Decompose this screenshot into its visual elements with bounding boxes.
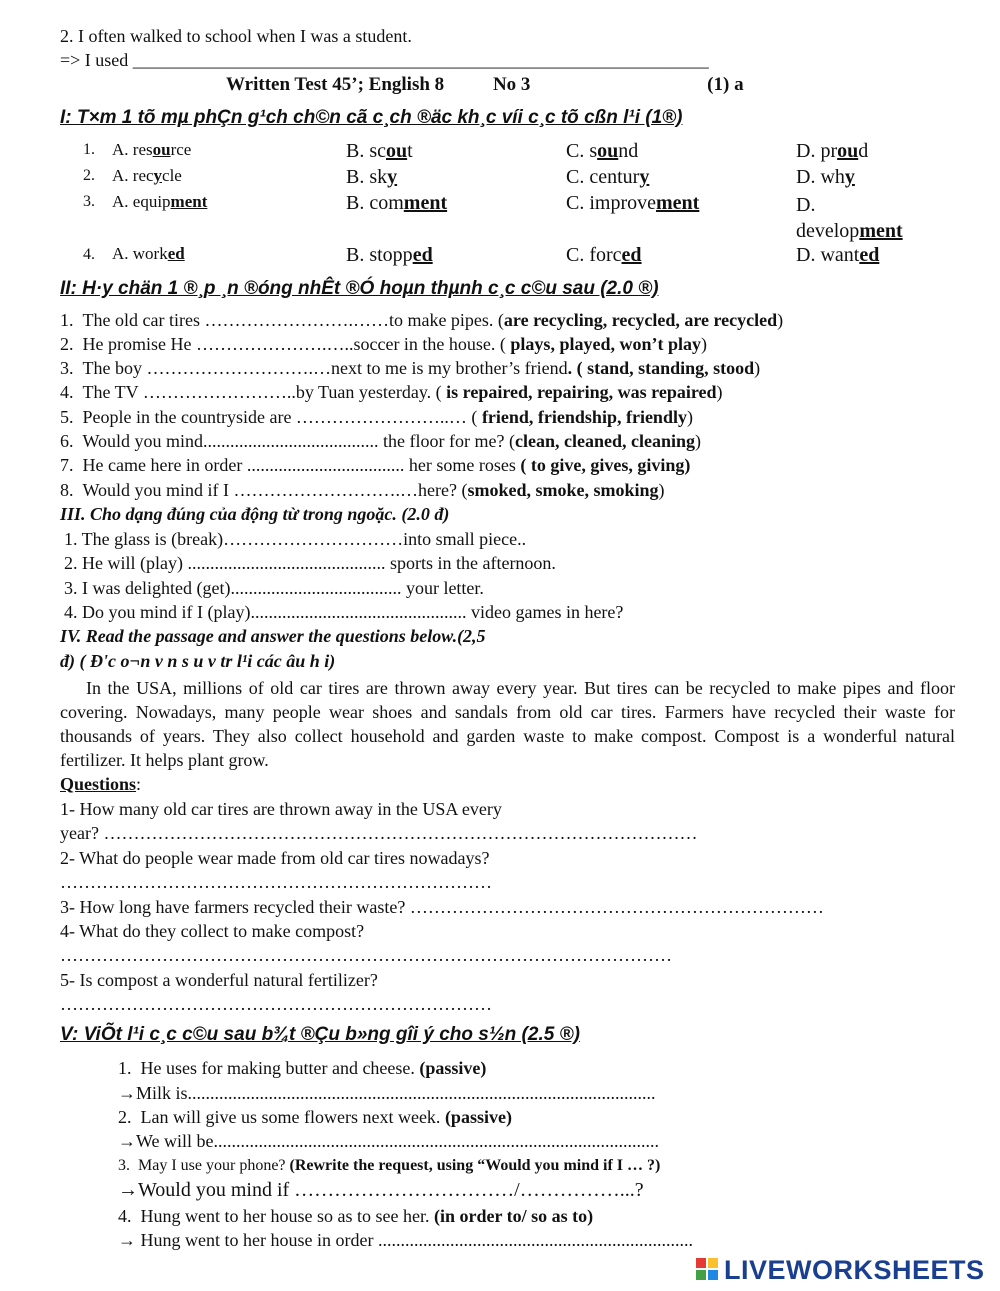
s5-answer2[interactable]: →We will be................................................................................................... — [118, 1131, 660, 1151]
question-1: 1- How many old car tires are thrown away in the USA every — [60, 799, 502, 819]
test-number: No 3 — [492, 74, 531, 95]
title-text: Written Test 45’; English 8 — [226, 74, 445, 95]
logo-text: LIVEWORKSHEETS — [724, 1255, 985, 1285]
section2-heading: II: H·y chän 1 ®¸p ¸n ®óng nhÊt ®Ó hoµn thµnh c¸c c©u sau (2.0 ®) — [60, 278, 659, 299]
reading-passage: In the USA, millions of old car tires are thrown away every year. But tires can be recycled to make pipes and floor covering. Nowadays, many people wear shoes and sandals from old car tires. Farmers have recycled their waste for thousands of years. They also collect household and garden waste to make compost. Compost is a wonderful natural fertilizer. It helps plant grow. — [60, 678, 955, 770]
s1-row4-option-d[interactable]: D. wanted — [796, 244, 880, 266]
s3-item1[interactable]: 1. The glass is (break)…………………………into small piece.. — [64, 529, 527, 549]
s5-answer4[interactable]: → Hung went to her house in order ...................................................................... — [118, 1230, 693, 1250]
s2-item2[interactable]: 2. He promise He ………………….…..soccer in the house. ( plays, played, won’t play) — [60, 334, 707, 354]
s2-item1[interactable]: 1. The old car tires …………………….……to make pipes. (are recycling, recycled, are recycled) — [60, 310, 784, 330]
s2-item3[interactable]: 3. The boy ……………………….…next to me is my brother’s friend. ( stand, standing, stood) — [60, 358, 761, 378]
question-5: 5- Is compost a wonderful natural fertilizer? — [60, 970, 378, 990]
s5-item2: 2. Lan will give us some flowers next week. (passive) — [118, 1107, 512, 1127]
intro-sentence: 2. I often walked to school when I was a student. — [60, 26, 412, 46]
s3-item2[interactable]: 2. He will (play) ............................................ sports in the afternoon. — [64, 553, 556, 573]
s5-answer1[interactable]: →Milk is........................................................................................................ — [118, 1083, 656, 1103]
s1-row1-option-d[interactable]: D. proud — [796, 140, 869, 162]
question-4: 4- What do they collect to make compost? — [60, 921, 365, 941]
s1-row2-option-c[interactable]: C. century — [566, 166, 650, 188]
test-title — [226, 74, 744, 96]
section3-heading: III. Cho dạng đúng của động từ trong ngoặc. (2.0 đ) — [60, 504, 450, 524]
s1-row1-num: 1. — [83, 141, 95, 158]
arrow-icon: → — [118, 1131, 136, 1151]
answer-line-4[interactable]: ………………………………………………………………………………………… — [60, 945, 672, 965]
section4-heading: IV. Read the passage and answer the questions below.(2,5 — [60, 626, 486, 646]
liveworksheets-logo-icon — [696, 1258, 720, 1282]
s1-row1-option-b[interactable]: B. scout — [346, 140, 413, 162]
answer-line-2[interactable]: ……………………………………………………………… — [60, 872, 492, 892]
s1-row4-num: 4. — [83, 246, 95, 263]
s1-row2-option-b[interactable]: B. sky — [346, 166, 398, 188]
s1-row2-num: 2. — [83, 167, 95, 184]
s1-row1-option-c[interactable]: C. sound — [566, 140, 639, 162]
questions-label: Questions: — [60, 774, 142, 794]
answer-line-1[interactable]: year? ……………………………………………………………………………………… — [60, 823, 698, 843]
s1-row4-option-c[interactable]: C. forced — [566, 244, 642, 266]
s1-row4-option-b[interactable]: B. stopped — [346, 244, 433, 266]
s1-row3-option-b[interactable]: B. comment — [346, 192, 448, 214]
s2-item7[interactable]: 7. He came here in order ................................... her some roses ( to give, gives, giving) — [60, 455, 691, 475]
section5-heading: V: ViÕt l¹i c¸c c©u sau b¾t ®Çu b»ng gîi ý cho s½n (2.5 ®) — [60, 1024, 580, 1045]
s3-item3[interactable]: 3. I was delighted (get)...................................... your letter. — [64, 578, 484, 598]
s1-row3-num: 3. — [83, 193, 95, 210]
answer-line-5[interactable]: ……………………………………………………………… — [60, 994, 492, 1014]
test-code: (1) a — [707, 74, 744, 95]
question-3[interactable]: 3- How long have farmers recycled their waste? …………………………………………………………… — [60, 897, 824, 917]
arrow-icon: → — [118, 1179, 138, 1201]
s3-item4[interactable]: 4. Do you mind if I (play)................................................ video games in here? — [64, 602, 624, 622]
s5-item4: 4. Hung went to her house so as to see her. (in order to/ so as to) — [118, 1206, 594, 1226]
s1-row1-option-a[interactable]: A. resource — [112, 140, 192, 159]
liveworksheets-logo — [696, 1255, 985, 1286]
s5-item1: 1. He uses for making butter and cheese. (passive) — [118, 1058, 487, 1078]
s1-row3-option-c[interactable]: C. improvement — [566, 192, 700, 214]
s1-row3-option-a[interactable]: A. equipment — [112, 192, 208, 211]
s1-row3-option-d[interactable]: D. development — [796, 194, 903, 242]
s5-answer3[interactable]: →Would you mind if ……………………………/……………...? — [118, 1179, 644, 1201]
section1-heading: I: T×m 1 tõ mµ phÇn g¹ch ch©n cã c¸ch ®äc kh¸c víi c¸c tõ cßn l¹i (1®) — [60, 107, 683, 128]
s1-row2-option-a[interactable]: A. recycle — [112, 166, 182, 185]
s1-row2-option-d[interactable]: D. why — [796, 166, 855, 188]
s2-item8[interactable]: 8. Would you mind if I ……………………….…here? (smoked, smoke, smoking) — [60, 480, 665, 500]
section4-subheading: đ) ( Đ'c o¬n v n s u v tr l¹i các âu h i) — [60, 651, 336, 671]
arrow-icon: → — [118, 1230, 136, 1250]
s2-item4[interactable]: 4. The TV ……………………..by Tuan yesterday. ( is repaired, repairing, was repaired) — [60, 382, 723, 402]
intro-answer-line[interactable]: => I used ________________________________________________________________ — [60, 50, 709, 70]
arrow-icon: → — [118, 1083, 136, 1103]
s5-item3: 3. May I use your phone? (Rewrite the request, using “Would you mind if I … ?) — [118, 1157, 661, 1174]
s2-item6[interactable]: 6. Would you mind....................................... the floor for me? (clean, cleaned, cleaning) — [60, 431, 701, 451]
question-2: 2- What do people wear made from old car tires nowadays? — [60, 848, 490, 868]
s2-item5[interactable]: 5. People in the countryside are ……………………..… ( friend, friendship, friendly) — [60, 407, 693, 427]
s1-row4-option-a[interactable]: A. worked — [112, 244, 185, 263]
